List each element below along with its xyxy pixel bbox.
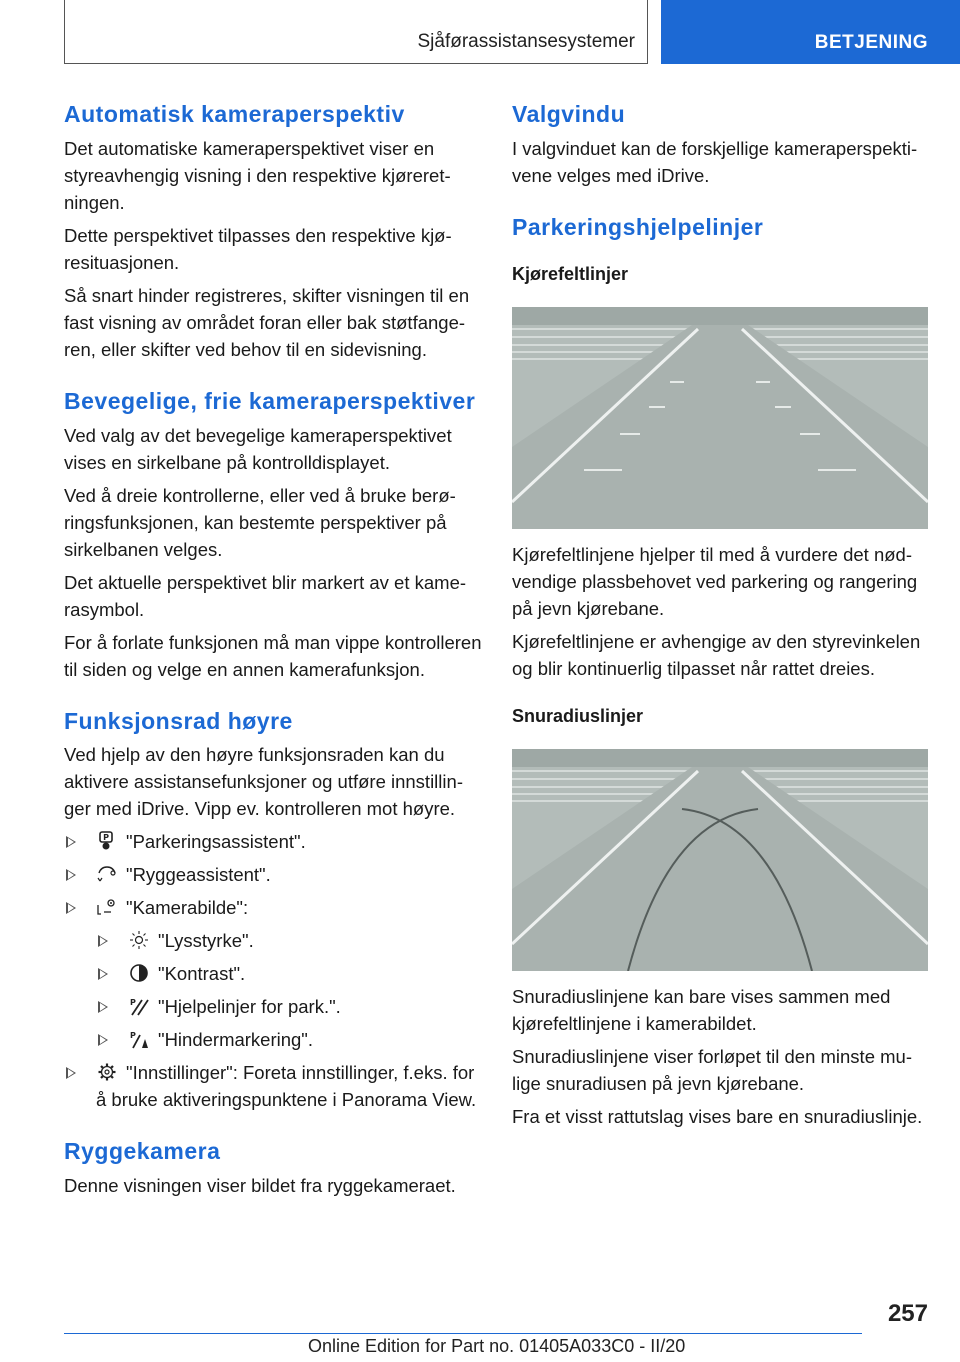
list-item-text: "Kamerabilde": (126, 897, 249, 919)
paragraph: Det automatiske kameraperspektivet viser en styreavhengig visning i den respektive kjøreretningen. (64, 137, 451, 213)
svg-text:P: P (130, 998, 136, 1008)
paragraph: For å forlate funksjonen må man vippe kontrolleren til siden og velge en annen kamerafunksjon. (64, 631, 482, 680)
list-item-brightness (64, 927, 482, 954)
paragraph: Kjørefeltlinjene er avhengige av den styrevinkelen og blir kontinuerlig tilpasset når rattet dreies. (512, 630, 921, 679)
obstacle-marking-icon (128, 1029, 150, 1049)
list-item-text: "Parkeringsassistent". (126, 831, 306, 853)
right-column (512, 100, 930, 1136)
paragraph: Kjørefeltlinjene hjelper til med å vurdere det nødvendige plassbehovet ved parkering og rangering på jevn kjørebane. (512, 543, 918, 619)
lane-lines-figure (512, 307, 928, 529)
contrast-icon (128, 963, 150, 983)
heading-automatic-camera: Automatisk kameraperspektiv (64, 101, 405, 127)
svg-text:P: P (103, 833, 109, 843)
bullet-triangle-icon (66, 1067, 76, 1079)
list-item-text: "Kontrast". (158, 963, 246, 985)
function-list (64, 828, 482, 1113)
paragraph: Fra et visst rattutslag vises bare en snuradiuslinje. (512, 1105, 923, 1127)
header-chapter-title: BETJENING (814, 32, 928, 53)
subheading-lane-lines: Kjørefeltlinjer (512, 263, 629, 284)
paragraph: Denne visningen viser bildet fra ryggekameraet. (64, 1175, 456, 1196)
heading-free-perspectives: Bevegelige, frie kameraperspektiver (64, 387, 476, 414)
header-section-box (64, 0, 648, 64)
paragraph: Ved å dreie kontrollerne, eller ved å bruke berøringsfunksjonen, kan bestemte perspektiver på sirkelbanen velges. (64, 484, 456, 560)
paragraph: Snuradiuslinjene viser forløpet til den minste mulige snuradiusen på jevn kjørebane. (512, 1045, 912, 1094)
bullet-triangle-icon (98, 1001, 108, 1013)
list-item-parking-guidelines (64, 993, 482, 1020)
header-section-title: Sjåførassistansesystemer (417, 31, 635, 52)
list-item-reversing-assistant (64, 861, 482, 888)
page-number: 257 (887, 1300, 928, 1327)
reversing-assistant-icon (96, 864, 118, 884)
footer-edition: Online Edition for Part no. 01405A033C0 - II/20 (308, 1336, 686, 1356)
heading-selection-window: Valgvindu (512, 101, 626, 127)
bullet-triangle-icon (66, 836, 76, 848)
list-item-text: "Lysstyrke". (158, 930, 254, 952)
bullet-triangle-icon (66, 902, 76, 914)
list-item-text: "Innstillinger": Foreta innstillinger, f.eks. for å bruke aktiveringspunktene i Panorama View. (96, 1062, 477, 1111)
parking-assistant-icon (96, 831, 118, 851)
paragraph: Dette perspektivet tilpasses den respektive kjøresituasjonen. (64, 224, 452, 273)
camera-settings-icon (96, 897, 118, 917)
parking-guidelines-icon (128, 996, 150, 1016)
list-item-text: "Ryggeassistent". (126, 864, 271, 886)
list-item-text: "Hindermarkering". (158, 1029, 314, 1051)
paragraph: Så snart hinder registreres, skifter visningen til en fast visning av området foran eller bak støtfangeren, eller skifter ved behov til en sidevisning. (64, 284, 470, 360)
brightness-icon (128, 930, 150, 950)
svg-text:P: P (130, 1031, 136, 1041)
turning-radius-figure (512, 749, 928, 971)
heading-rear-camera: Ryggekamera (64, 1138, 221, 1165)
footer-divider (64, 1333, 862, 1334)
left-column (64, 100, 482, 1205)
list-item-obstacle-marking (64, 1026, 482, 1053)
heading-parking-guidelines: Parkeringshjelpelinjer (512, 213, 764, 240)
gear-icon (96, 1062, 118, 1082)
paragraph: Snuradiuslinjene kan bare vises sammen med kjørefeltlinjene i kamerabildet. (512, 985, 891, 1034)
bullet-triangle-icon (98, 968, 108, 980)
heading-function-bar-right: Funksjonsrad høyre (64, 707, 293, 734)
paragraph: Det aktuelle perspektivet blir markert av et kamerasymbol. (64, 571, 467, 620)
subheading-turning-radius-lines: Snuradiuslinjer (512, 705, 644, 726)
bullet-triangle-icon (66, 869, 76, 881)
header-chapter-tab (661, 0, 960, 64)
list-item-contrast (64, 960, 482, 987)
paragraph: Ved valg av det bevegelige kameraperspektivet vises en sirkelbane på kontrolldisplayet. (64, 424, 452, 473)
paragraph: I valgvinduet kan de forskjellige kameraperspektivene velges med iDrive. (512, 137, 918, 186)
paragraph: Ved hjelp av den høyre funksjonsraden kan du aktivere assistansefunksjoner og utføre innstillinger med iDrive. Vipp ev. kontrolleren mot høyre. (64, 744, 463, 820)
list-item-settings (64, 1059, 482, 1113)
bullet-triangle-icon (98, 935, 108, 947)
list-item-text: "Hjelpelinjer for park.". (158, 996, 341, 1018)
list-item-camera-image (64, 894, 482, 921)
list-item-parking-assistant (64, 828, 482, 855)
bullet-triangle-icon (98, 1034, 108, 1046)
